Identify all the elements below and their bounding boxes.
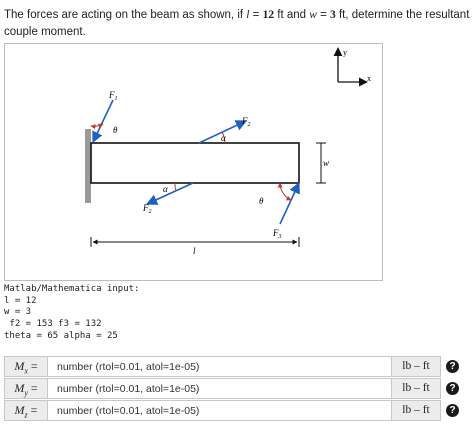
force-f1 <box>91 90 118 142</box>
force-f3 <box>259 183 299 240</box>
code-line: l = 12 <box>4 295 37 306</box>
dimension-l <box>91 237 299 256</box>
question-part: ft, determine the resultant couple moment. <box>4 9 470 38</box>
dimension-w-label: w <box>323 158 330 168</box>
code-heading: Matlab/Mathematica input: <box>4 284 140 294</box>
force-f2-top <box>199 116 251 143</box>
code-line: w = 3 <box>4 307 32 318</box>
coordinate-axes <box>338 48 371 83</box>
theta-bottom-arc <box>280 183 291 200</box>
force-f2-top-label: $F_2$ <box>242 116 251 128</box>
answer-row-my <box>4 378 470 399</box>
matlab-input <box>4 284 139 343</box>
angle-theta-top: θ <box>113 125 118 135</box>
beam-diagram <box>5 44 384 282</box>
wall-support <box>85 129 91 203</box>
mx-input[interactable] <box>48 356 392 377</box>
beam <box>91 143 299 183</box>
answer-row-mz <box>4 400 470 421</box>
force-f2-bottom-label: $F_2$ <box>143 203 152 215</box>
help-icon[interactable]: ? <box>446 360 459 373</box>
question-part: ft and <box>274 9 310 21</box>
angle-theta-bottom: θ <box>259 196 264 206</box>
beam-figure <box>4 43 383 281</box>
angle-alpha-top: α <box>221 133 226 143</box>
answer-row-mx <box>4 356 470 377</box>
help-icon[interactable]: ? <box>446 382 459 395</box>
value-w: 3 <box>330 9 336 21</box>
force-f3-label: $F_3$ <box>273 228 282 240</box>
code-line: f2 = 153 f3 = 132 <box>4 319 102 330</box>
equals-sign: = <box>249 9 263 21</box>
force-f2-bottom <box>142 183 193 215</box>
axis-label-y: y <box>343 48 347 57</box>
axis-label-x: x <box>367 74 371 83</box>
angle-alpha-bottom: α <box>163 184 168 194</box>
unit-mz: lb – ft <box>392 400 441 421</box>
question-part: The forces are acting on the beam as shown, if <box>4 9 247 21</box>
code-line: theta = 65 alpha = 25 <box>4 330 118 341</box>
answer-label-mz: $M_z$ = <box>4 400 48 421</box>
unit-my: lb – ft <box>392 378 441 399</box>
force-f1-arrow <box>93 100 113 142</box>
my-input[interactable] <box>48 378 392 399</box>
dimension-l-label: l <box>193 246 196 256</box>
help-icon[interactable]: ? <box>446 404 459 417</box>
force-f3-arrow <box>280 183 299 224</box>
unit-mx: lb – ft <box>392 356 441 377</box>
force-f1-label: $F_1$ <box>109 90 118 102</box>
var-l: l <box>246 9 250 21</box>
dimension-w <box>316 143 329 183</box>
alpha-bottom-arc <box>175 183 176 191</box>
answer-label-mx: $M_x$ = <box>4 356 48 377</box>
value-l: 12 <box>262 9 275 21</box>
mz-input[interactable] <box>48 400 392 421</box>
wall <box>85 129 91 203</box>
question-text <box>4 7 470 41</box>
var-w: w <box>309 9 317 21</box>
force-f2-bottom-arrow <box>147 183 193 204</box>
answer-label-my: $M_y$ = <box>4 378 48 399</box>
equals-sign: = <box>316 9 331 21</box>
